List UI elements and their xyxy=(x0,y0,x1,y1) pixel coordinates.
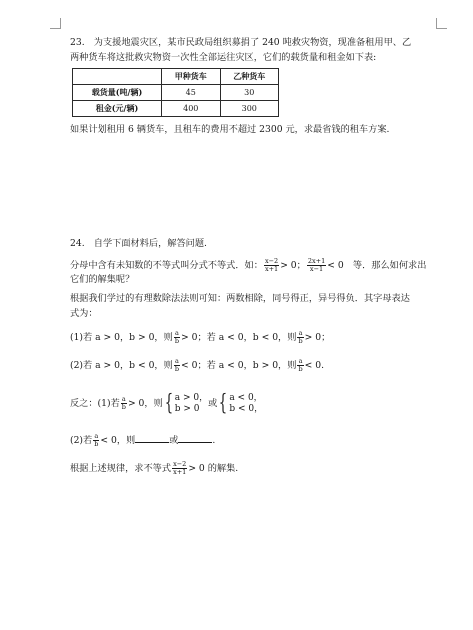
fraction-denominator: b xyxy=(94,440,99,448)
fraction-a-b xyxy=(121,396,127,411)
period: . xyxy=(212,435,216,446)
table-row xyxy=(73,69,279,85)
converse-text: > 0，则 xyxy=(127,398,163,409)
fraction-a-b xyxy=(93,433,99,448)
table-cell: 300 xyxy=(220,101,279,117)
task-text: 根据上述规律，求不等式 xyxy=(70,463,172,474)
task-text: > 0 的解集. xyxy=(188,463,239,474)
inequality-system-1 xyxy=(175,393,208,415)
table-corner-cell xyxy=(73,69,162,85)
fraction-denominator: b xyxy=(298,365,303,373)
example-relation-2: < 0 等．那么如何求出 xyxy=(327,260,427,271)
rule-text: > 0；若 a < 0，b < 0，则 xyxy=(180,332,297,343)
fraction-numerator: a xyxy=(298,357,303,365)
converse-text: 反之：(1)若 xyxy=(70,398,120,409)
rule-text: < 0；若 a < 0，b > 0，则 xyxy=(180,360,297,371)
answer-blank-2[interactable] xyxy=(178,433,212,443)
fraction-numerator: a xyxy=(174,329,179,337)
system-line: b > 0 xyxy=(174,403,200,414)
fraction-denominator: b xyxy=(174,337,179,345)
example-fraction-2 xyxy=(307,258,326,273)
fraction-a-b xyxy=(174,358,180,373)
task-fraction xyxy=(172,461,187,476)
converse-text: < 0，则 xyxy=(100,435,136,446)
q23-line2: 两种货车将这批救灾物资一次性全部运往灾区，它们的载货量和租金如下表: xyxy=(70,52,377,63)
or-text: 或 xyxy=(208,398,218,409)
rule-text: < 0. xyxy=(304,360,324,371)
q23-question: 如果计划租用 6 辆货车，且租车的费用不超过 2300 元，求最省钱的租车方案. xyxy=(70,124,390,135)
q24-definition-cont: 它们的解集呢？ xyxy=(70,274,135,285)
system-line: a > 0， xyxy=(174,392,209,403)
definition-text: 分母中含有未知数的不等式叫分式不等式．如： xyxy=(70,260,263,271)
table-row-label: 载货量(吨/辆) xyxy=(73,85,162,101)
q24-converse-2 xyxy=(70,433,215,448)
or-text: 或 xyxy=(169,435,179,446)
page-corner-mark-left xyxy=(50,18,61,29)
rule-text: > 0； xyxy=(304,332,331,343)
converse-text: (2)若 xyxy=(70,435,93,446)
fraction-denominator: b xyxy=(174,365,179,373)
example-relation-1: > 0； xyxy=(280,260,306,271)
table-row-label: 租金(元/辆) xyxy=(73,101,162,117)
fraction-numerator: a xyxy=(121,395,126,403)
fraction-numerator: x−2 xyxy=(173,460,187,468)
table-row xyxy=(73,101,279,117)
rule-text: (1)若 a > 0，b > 0，则 xyxy=(70,332,173,343)
fraction-denominator: b xyxy=(298,337,303,345)
q24-title: 24. 自学下面材料后，解答问题. xyxy=(70,238,207,249)
left-brace: { xyxy=(219,390,228,416)
example-fraction-1 xyxy=(264,258,279,273)
q24-rule-intro-cont: 式为： xyxy=(70,308,98,319)
fraction-numerator: x−2 xyxy=(264,257,279,265)
fraction-a-b xyxy=(297,330,303,345)
q24-task xyxy=(70,461,238,476)
table-row xyxy=(73,85,279,101)
fraction-denominator: x+1 xyxy=(264,265,279,273)
q23-line1: 23. 为支援地震灾区，某市民政局组织募捐了 240 吨救灾物资，现准备租用甲、乙 xyxy=(70,37,412,48)
q24-definition-line xyxy=(70,258,426,273)
fraction-numerator: a xyxy=(94,432,99,440)
fraction-numerator: a xyxy=(298,329,303,337)
fraction-numerator: a xyxy=(174,357,179,365)
page-corner-mark-right xyxy=(436,18,447,29)
system-line: b < 0， xyxy=(229,403,264,414)
fraction-denominator: x−1 xyxy=(309,265,324,273)
table-cell: 45 xyxy=(162,85,221,101)
q24-rule-intro: 根据我们学过的有理数除法法则可知：两数相除，同号得正，异号得负．其字母表达 xyxy=(70,293,410,304)
table-header-a: 甲种货车 xyxy=(162,69,221,85)
answer-blank-1[interactable] xyxy=(135,433,169,443)
q24-rule-2 xyxy=(70,358,324,373)
q24-converse-1 xyxy=(70,392,263,416)
fraction-denominator: b xyxy=(121,403,126,411)
fraction-a-b xyxy=(297,358,303,373)
rule-text: (2)若 a > 0，b < 0，则 xyxy=(70,360,173,371)
table-cell: 30 xyxy=(220,85,279,101)
fraction-a-b xyxy=(174,330,180,345)
fraction-numerator: 2x+1 xyxy=(307,257,326,265)
system-line: a < 0， xyxy=(229,392,263,403)
q24-rule-1 xyxy=(70,330,330,345)
inequality-system-2 xyxy=(229,393,263,415)
fraction-denominator: x+1 xyxy=(173,468,187,476)
table-header-b: 乙种货车 xyxy=(220,69,279,85)
truck-table xyxy=(72,68,279,117)
table-cell: 400 xyxy=(162,101,221,117)
left-brace: { xyxy=(164,390,173,416)
